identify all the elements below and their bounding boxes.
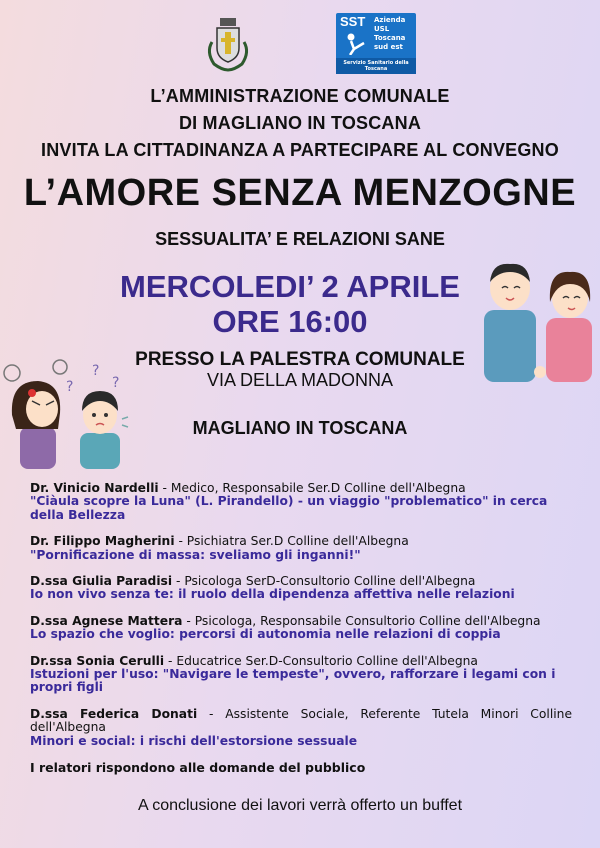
municipal-crest-logo [202,12,254,72]
event-time: ORE 16:00 [212,304,368,339]
speaker-entry [30,575,572,602]
speaker-entry [30,615,572,642]
svg-text:?: ? [92,363,100,379]
svg-text:?: ? [66,379,74,395]
event-date: MERCOLEDI’ 2 APRILE [120,269,460,304]
speaker-role: - Medico, Responsabile Ser.D Colline dell'Albegna [158,481,466,495]
speaker-entry [30,708,572,748]
speaker-name: Dr. Vinicio Nardelli [30,481,159,495]
speaker-talk-title: Lo spazio che voglio: percorsi di autonomia nelle relazioni di coppia [30,627,501,642]
speaker-entry [30,655,572,695]
asl-logo-line-2: USL [374,25,390,33]
closing-note: I relatori rispondono alle domande del pubblico [30,760,366,776]
speaker-name: D.ssa Federica Donati [30,706,198,721]
speaker-role: - Psicologa, Responsabile Consultorio Colline dell'Albegna [182,613,541,628]
speaker-name: D.ssa Agnese Mattera [30,613,183,628]
speaker-role: - Educatrice Ser.D-Consultorio Colline dell'Albegna [164,653,478,668]
speakers-list [30,482,572,775]
speaker-entry [30,482,572,522]
speaker-role: - Psicologa SerD-Consultorio Colline dell'Albegna [172,574,476,589]
speaker-name: Dr. Filippo Magherini [30,534,175,549]
speaker-role: - Psichiatra Ser.D Colline dell'Albegna [174,534,409,549]
venue-street: VIA DELLA MADONNA [206,370,394,390]
speaker-talk-title: Minori e social: i rischi dell'estorsione sessuale [30,733,358,748]
sst-asl-logo [336,13,416,72]
sst-figure-icon [342,31,370,55]
header-line-2: DI MAGLIANO IN TOSCANA [178,113,422,133]
header-line-1: L’AMMINISTRAZIONE COMUNALE [150,86,450,106]
asl-logo-line-1: Azienda [374,16,406,24]
speaker-name: Dr.ssa Sonia Cerulli [30,653,165,668]
town: MAGLIANO IN TOSCANA [192,418,408,438]
venue: PRESSO LA PALESTRA COMUNALE [135,349,465,370]
speaker-entry [30,535,572,562]
speaker-talk-title: Istuzioni per l'uso: "Navigare le tempeste", ovvero, rafforzare i legami con i propri figli [30,667,556,695]
event-title: L’AMORE SENZA MENZOGNE [23,172,577,214]
sst-caption: Servizio Sanitario della Toscana [336,58,416,74]
speaker-role: - Assistente Sociale, Referente Tutela Minori Colline dell'Albegna [30,706,573,735]
speaker-talk-title: "Pornificazione di massa: sveliamo gli inganni!" [30,547,361,562]
speaker-talk-title: "Ciàula scopre la Luna" (L. Pirandello) - un viaggio "problematico" in cerca della Bellezza [30,494,548,522]
arguing-kids-illustration [0,355,132,470]
header-line-3: INVITA LA CITTADINANZA A PARTECIPARE AL CONVEGNO [41,140,559,160]
buffet-note: A conclusione dei lavori verrà offerto un buffet [137,797,463,814]
speaker-name: D.ssa Giulia Paradisi [30,574,173,589]
couple-illustration [478,258,600,388]
speaker-talk-title: Io non vivo senza te: il ruolo della dipendenza affettiva nelle relazioni [30,587,515,602]
asl-logo-line-3: Toscana [374,34,406,42]
svg-text:?: ? [112,375,120,391]
event-subtitle: SESSUALITA’ E RELAZIONI SANE [155,229,445,249]
asl-logo-line-4: sud est [374,43,403,51]
sst-logo-text: SST [340,14,366,29]
